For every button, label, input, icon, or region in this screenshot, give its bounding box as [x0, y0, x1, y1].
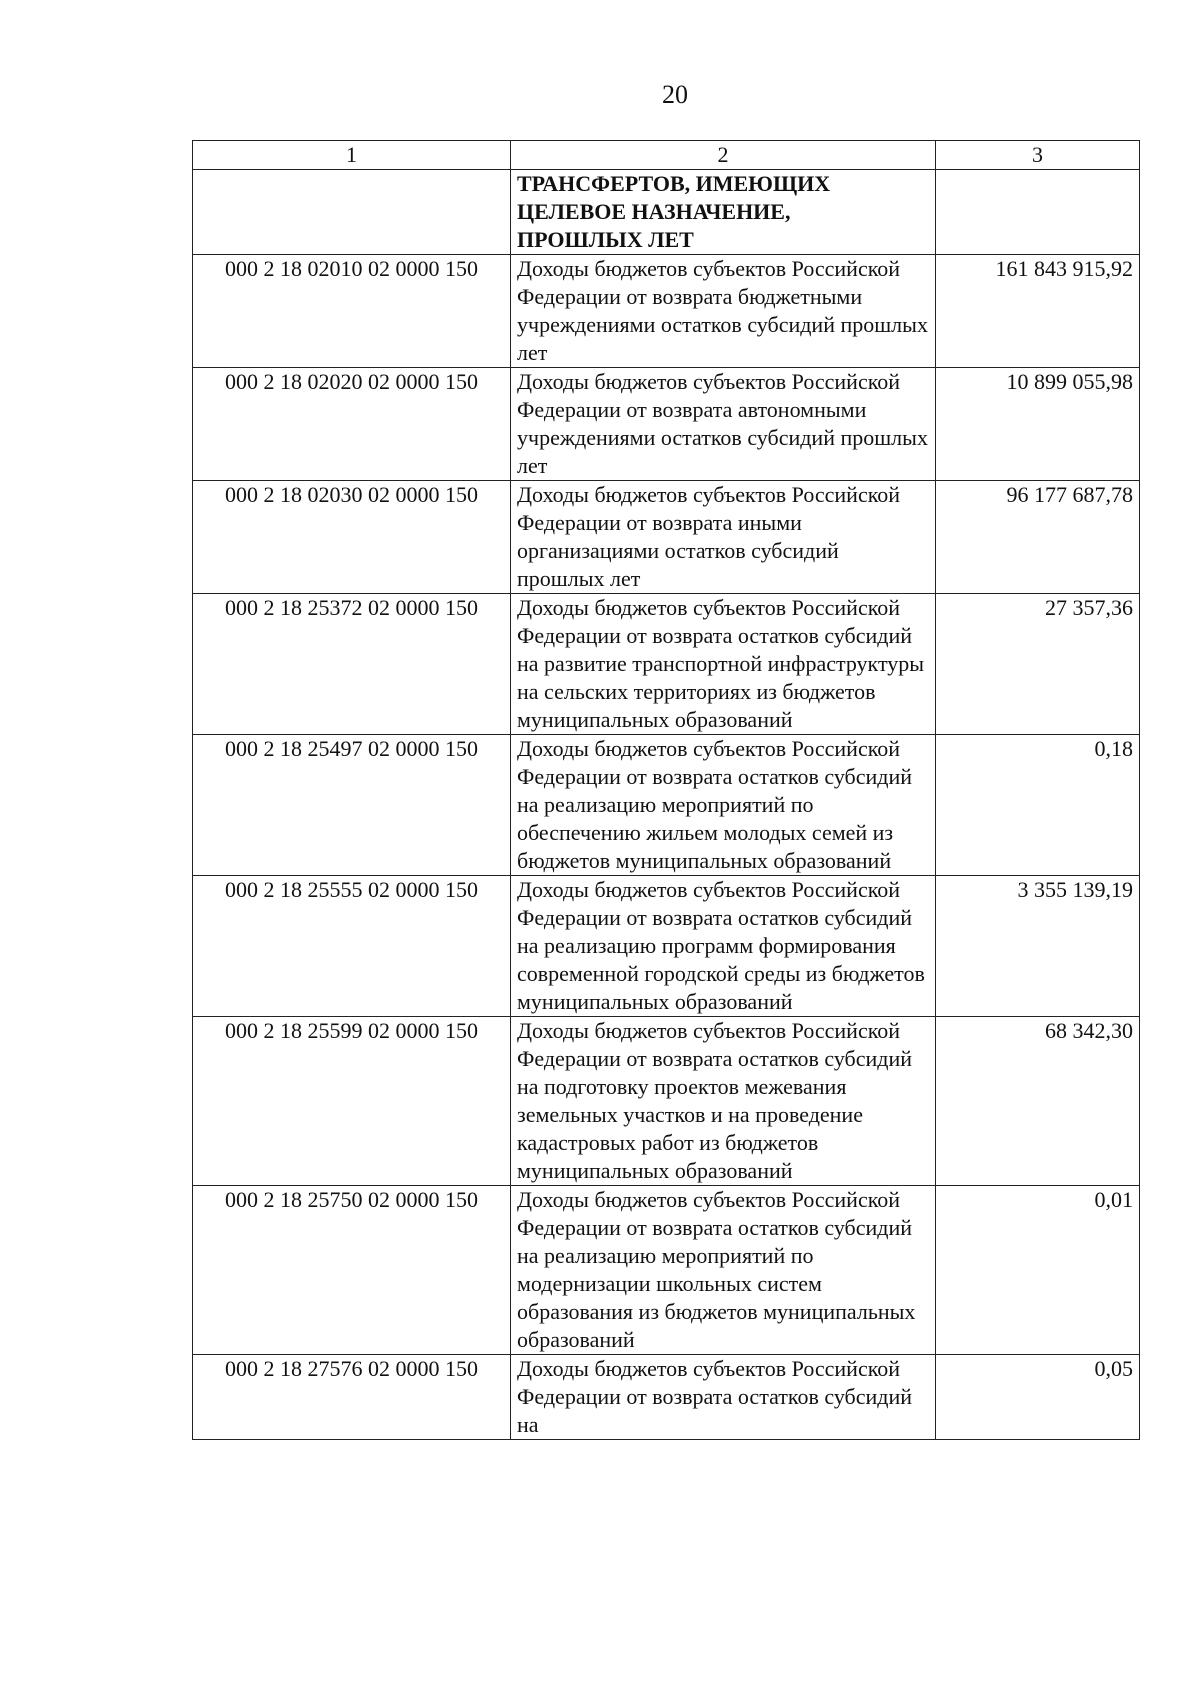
table-row: [193, 1355, 1140, 1440]
description-cell: Доходы бюджетов субъектов Российской Федерации от возврата иными организациями остатков субсидий прошлых лет: [511, 481, 936, 594]
code-cell: 000 2 18 02020 02 0000 150: [193, 368, 511, 481]
code-cell: 000 2 18 02010 02 0000 150: [193, 255, 511, 368]
column-header-amount: 3: [936, 141, 1140, 170]
table-row: [193, 481, 1140, 594]
description-cell: Доходы бюджетов субъектов Российской Федерации от возврата остатков субсидий на реализацию мероприятий по обеспечению жильем молодых семей из бюджетов муниципальных образований: [511, 735, 936, 876]
description-cell: Доходы бюджетов субъектов Российской Федерации от возврата остатков субсидий на реализацию мероприятий по модернизации школьных систем образования из бюджетов муниципальных образований: [511, 1186, 936, 1355]
amount-cell: 68 342,30: [936, 1017, 1140, 1186]
description-cell: Доходы бюджетов субъектов Российской Федерации от возврата остатков субсидий на развитие транспортной инфраструктуры на сельских территориях из бюджетов муниципальных образований: [511, 594, 936, 735]
code-cell: 000 2 18 25599 02 0000 150: [193, 1017, 511, 1186]
description-cell: Доходы бюджетов субъектов Российской Федерации от возврата остатков субсидий на реализацию программ формирования современной городской среды из бюджетов муниципальных образований: [511, 876, 936, 1017]
table-row: [193, 735, 1140, 876]
amount-cell: 27 357,36: [936, 594, 1140, 735]
code-cell: 000 2 18 02030 02 0000 150: [193, 481, 511, 594]
table-row: [193, 1017, 1140, 1186]
amount-cell: 10 899 055,98: [936, 368, 1140, 481]
description-cell: Доходы бюджетов субъектов Российской Федерации от возврата автономными учреждениями остатков субсидий прошлых лет: [511, 368, 936, 481]
amount-cell: [936, 170, 1140, 255]
budget-revenue-table: [192, 140, 1140, 1440]
amount-cell: 0,05: [936, 1355, 1140, 1440]
description-cell: Доходы бюджетов субъектов Российской Федерации от возврата бюджетными учреждениями остатков субсидий прошлых лет: [511, 255, 936, 368]
table-row-continuation: [193, 170, 1140, 255]
table-row: [193, 255, 1140, 368]
description-cell: Доходы бюджетов субъектов Российской Федерации от возврата остатков субсидий на: [511, 1355, 936, 1440]
code-cell: 000 2 18 25555 02 0000 150: [193, 876, 511, 1017]
amount-cell: 0,01: [936, 1186, 1140, 1355]
table-row: [193, 368, 1140, 481]
amount-cell: 3 355 139,19: [936, 876, 1140, 1017]
code-cell: 000 2 18 27576 02 0000 150: [193, 1355, 511, 1440]
description-cell: ТРАНСФЕРТОВ, ИМЕЮЩИХ ЦЕЛЕВОЕ НАЗНАЧЕНИЕ, ПРОШЛЫХ ЛЕТ: [511, 170, 936, 255]
code-cell: 000 2 18 25497 02 0000 150: [193, 735, 511, 876]
column-header-code: 1: [193, 141, 511, 170]
column-header-name: 2: [511, 141, 936, 170]
code-cell: 000 2 18 25372 02 0000 150: [193, 594, 511, 735]
table-row: [193, 594, 1140, 735]
table-row: [193, 876, 1140, 1017]
amount-cell: 161 843 915,92: [936, 255, 1140, 368]
amount-cell: 96 177 687,78: [936, 481, 1140, 594]
page-number: 20: [662, 80, 688, 109]
code-cell: 000 2 18 25750 02 0000 150: [193, 1186, 511, 1355]
table-row: [193, 1186, 1140, 1355]
amount-cell: 0,18: [936, 735, 1140, 876]
table-header-row: [193, 141, 1140, 170]
description-cell: Доходы бюджетов субъектов Российской Федерации от возврата остатков субсидий на подготовку проектов межевания земельных участков и на проведение кадастровых работ из бюджетов муниципальных образований: [511, 1017, 936, 1186]
code-cell: [193, 170, 511, 255]
